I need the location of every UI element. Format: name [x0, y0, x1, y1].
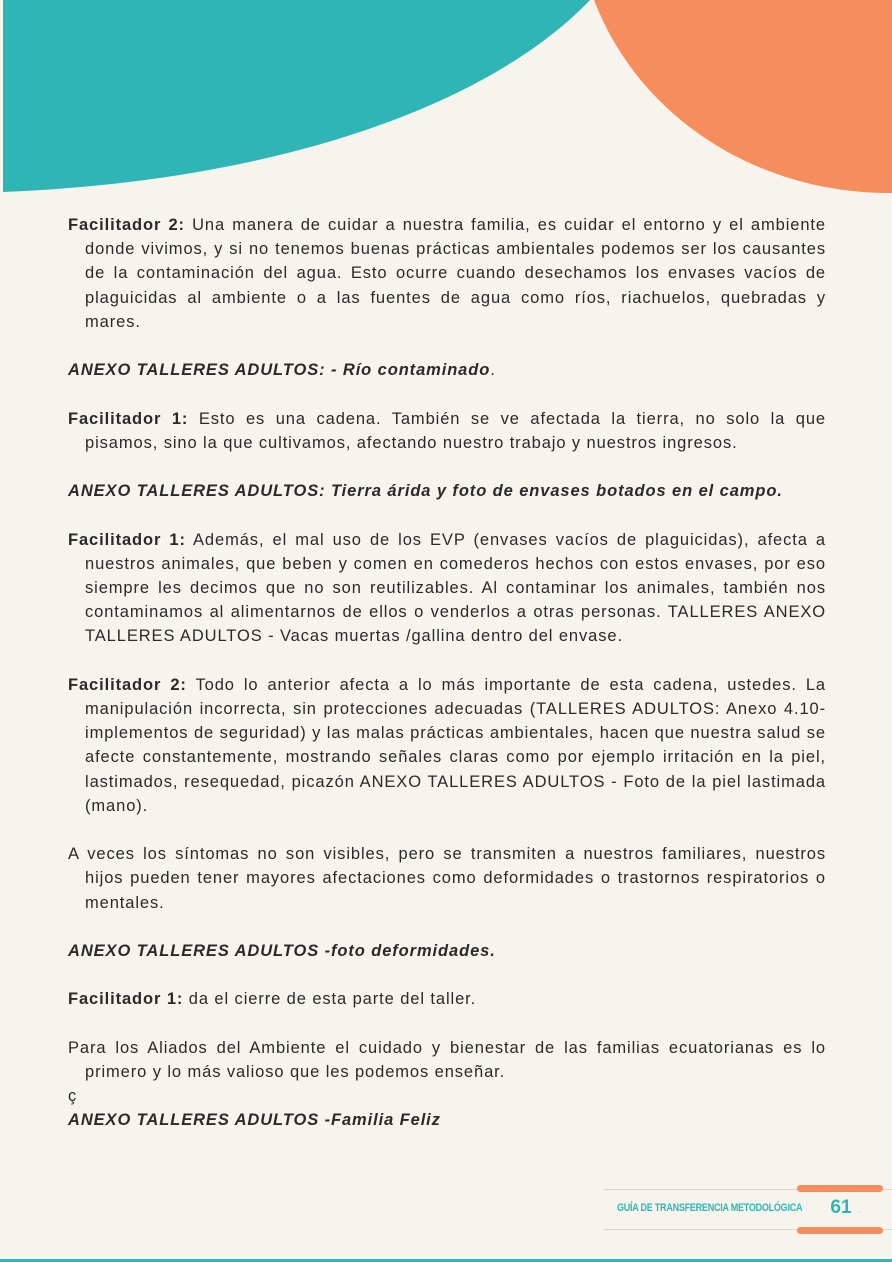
annex-label: ANEXO TALLERES ADULTOS -foto deformidades. [68, 941, 496, 960]
paragraph-text: Para los Aliados del Ambiente el cuidado y bienestar de las familias ecuatorianas es lo primero y lo más valioso que les podemos enseñar. [68, 1038, 826, 1081]
annex-label: ANEXO TALLERES ADULTOS -Familia Feliz [68, 1111, 441, 1130]
paragraph-symptoms [68, 842, 826, 915]
footer-accent-bottom [797, 1227, 883, 1234]
guide-title: GUÍA DE TRANSFERENCIA METODOLÓGICA [617, 1202, 803, 1214]
footer-accent-top [797, 1185, 883, 1192]
document-body [68, 213, 826, 1133]
header-decoration [0, 0, 892, 200]
speaker-label: Facilitador 2: [68, 216, 185, 234]
annex-deformities [68, 939, 826, 963]
speaker-label: Facilitador 1: [68, 990, 184, 1009]
paragraph-facilitator-2-health [68, 673, 826, 818]
paragraph-text: Todo lo anterior afecta a lo más importante de esta cadena, ustedes. La manipulación incorrecta, sin protecciones adecuadas (TALLERES ADULTOS: Anexo 4.10- implementos de seguridad) y las malas prácticas ambientales, hacen que nuestra salud se afecte constantemente, mostrando señales claras como por ejemplo irritación en la piel, lastimados, resequedad, picazón ANEXO TALLERES ADULTOS - Foto de la piel lastimada (mano). [85, 675, 826, 815]
stray-character: ç [68, 1087, 78, 1106]
paragraph-facilitator-1-chain [68, 407, 826, 455]
speaker-label: Facilitador 2: [68, 675, 187, 694]
annex-label: ANEXO TALLERES ADULTOS: - Río contaminado [68, 361, 491, 380]
paragraph-text: Esto es una cadena. También se ve afectada la tierra, no solo la que pisamos, sino la que cultivamos, afectando nuestro trabajo y nuestros ingresos. [85, 409, 826, 452]
annex-river [68, 358, 826, 382]
annex-land [68, 479, 826, 503]
paragraph-facilitator-2-intro [68, 213, 826, 334]
teal-arc-shape [3, 0, 590, 192]
paragraph-text: Una manera de cuidar a nuestra familia, es cuidar el entorno y el ambiente donde vivimos, y si no tenemos buenas prácticas ambientales podemos ser los causantes de la contaminación del agua. Esto ocurre cuando desechamos los envases vacíos de plaguicidas al ambiente o a las fuentes de agua como ríos, riachuelos, quebradas y mares. [85, 216, 826, 331]
annex-suffix: . [490, 361, 496, 380]
paragraph-text: A veces los síntomas no son visibles, pero se transmiten a nuestros familiares, nuestros hijos pueden tener mayores afectaciones como deformidades o trastornos respiratorios o mentales. [68, 845, 826, 912]
paragraph-facilitator-1-animals [68, 528, 826, 649]
paragraph-facilitator-1-closing [68, 987, 826, 1011]
paragraph-allies [68, 1036, 826, 1084]
orange-arc-shape [594, 0, 892, 193]
page-number: 61 [830, 1197, 852, 1218]
paragraph-text: da el cierre de esta parte del taller. [183, 990, 477, 1009]
annex-label: ANEXO TALLERES ADULTOS: Tierra árida y foto de envases botados en el campo. [68, 482, 783, 501]
paragraph-text: Además, el mal uso de los EVP (envases vacíos de plaguicidas), afecta a nuestros animales, que beben y comen en comederos hechos con estos envases, por eso siempre les decimos que no son reutilizables. Al contaminar los animales, también nos contaminamos al alimentarnos de ellos o venderlos a otras personas. TALLERES ANEXO TALLERES ADULTOS - Vacas muertas /gallina dentro del envase. [85, 530, 826, 646]
speaker-label: Facilitador 1: [68, 409, 189, 428]
annex-happy-family [68, 1108, 826, 1132]
page-footer [604, 1182, 892, 1238]
speaker-label: Facilitador 1: [68, 530, 186, 549]
